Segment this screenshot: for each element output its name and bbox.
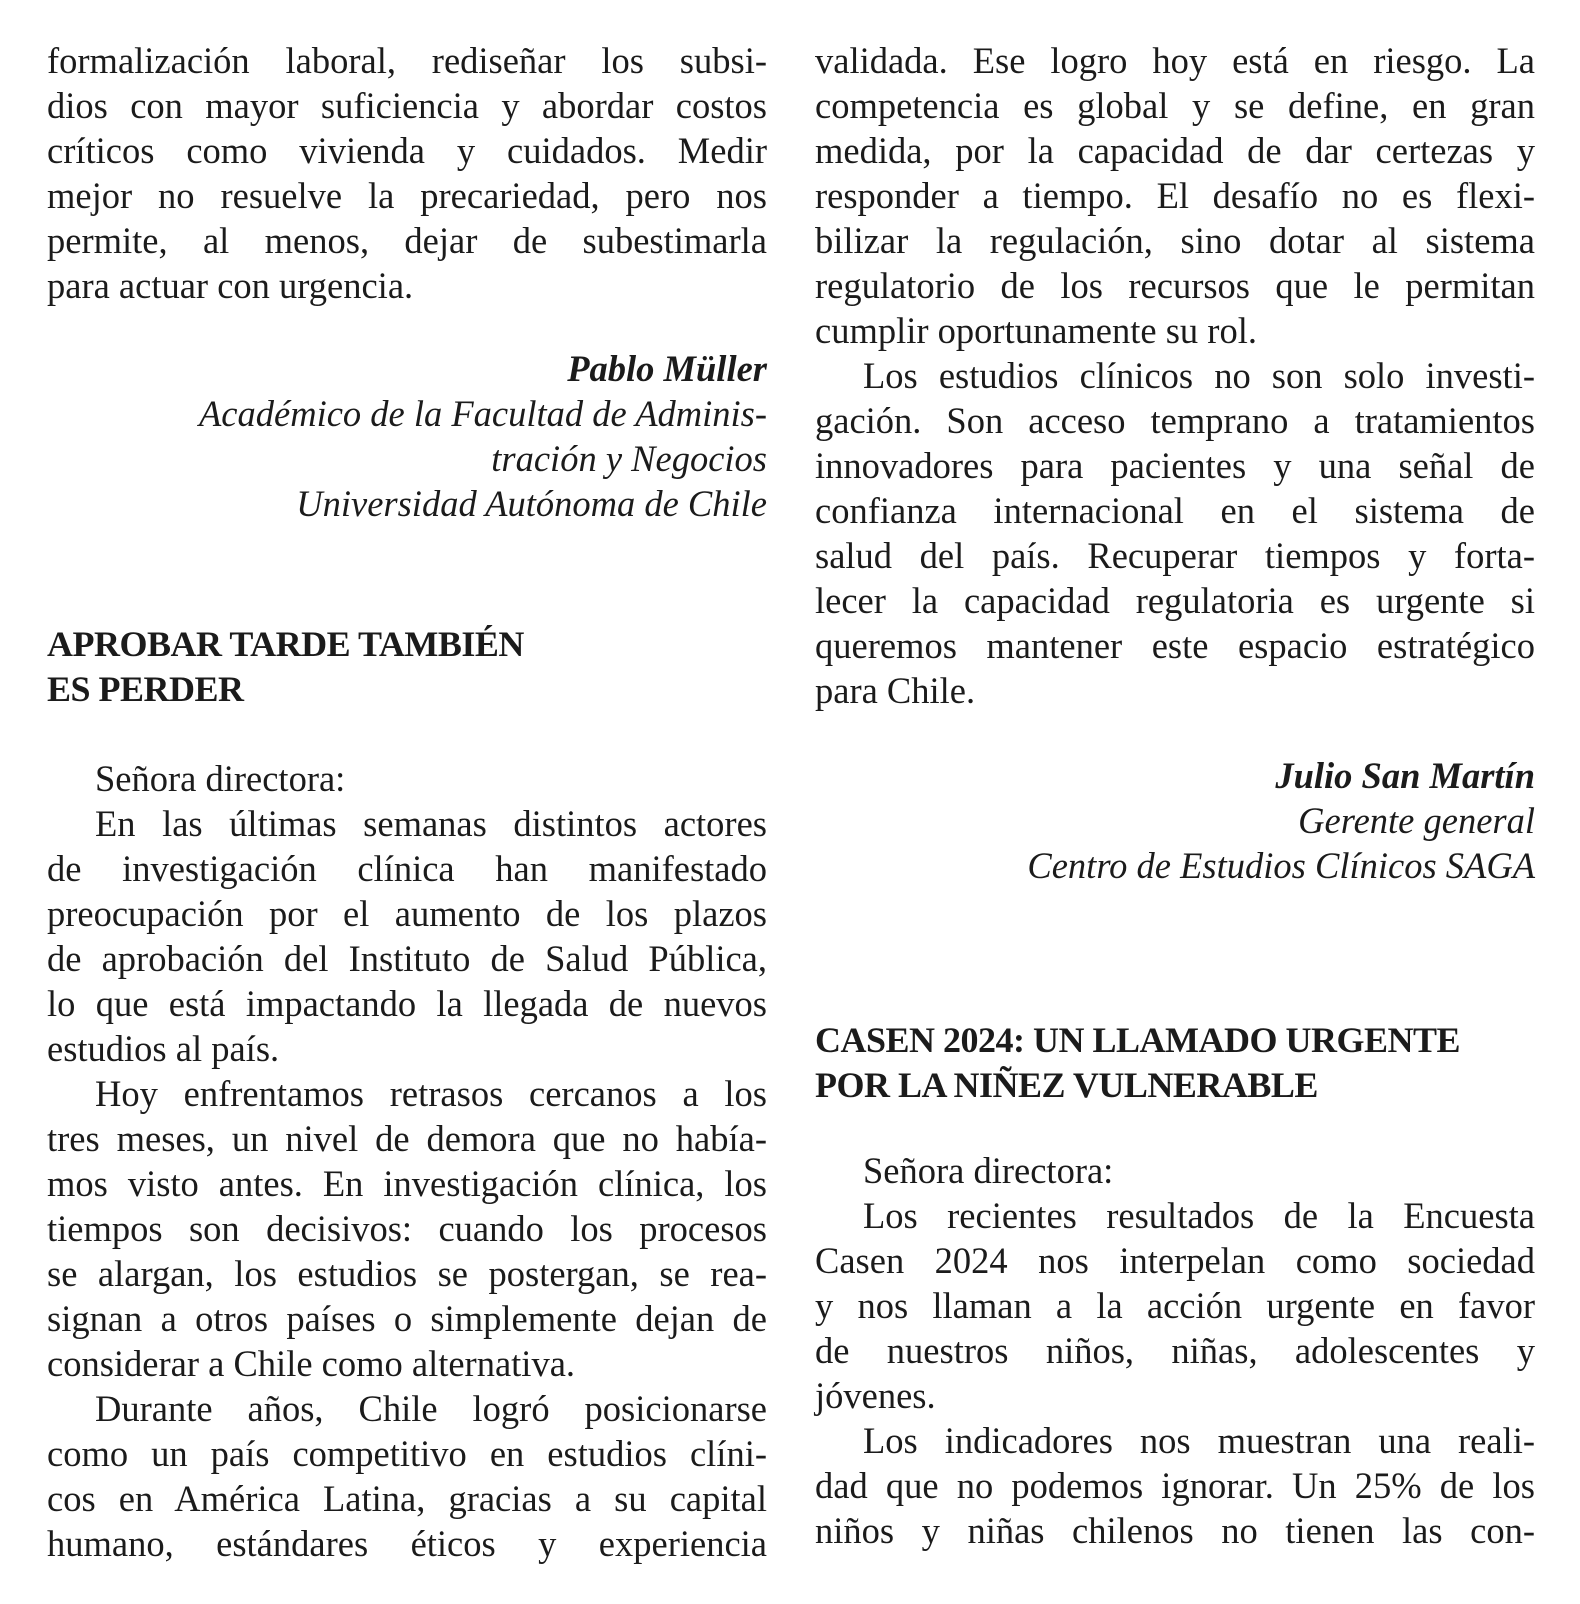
letter-1-ending <box>47 38 767 308</box>
right-column <box>815 38 1535 1553</box>
body-line: dad que no podemos ignorar. Un 25% de los <box>815 1465 1535 1506</box>
body-line: lecer la capacidad regulatoria es urgente si <box>815 580 1535 621</box>
body-line: innovadores para pacientes y una señal de <box>815 445 1535 486</box>
signature-block-2 <box>815 753 1535 888</box>
letter-2-title <box>47 622 767 712</box>
body-line: considerar a Chile como alternativa. <box>47 1343 576 1384</box>
body-line: cos en América Latina, gracias a su capital <box>47 1478 767 1519</box>
author-affiliation: Universidad Autónoma de Chile <box>296 483 767 524</box>
body-line: queremos mantener este espacio estratégico <box>815 625 1535 666</box>
letter-3-body <box>815 1148 1535 1553</box>
letter-2-body <box>47 756 767 1566</box>
headline-line: CASEN 2024: UN LLAMADO URGENTE <box>815 1020 1461 1060</box>
body-line: tiempos son decisivos: cuando los procesos <box>47 1208 767 1249</box>
body-line: En las últimas semanas distintos actores <box>95 803 767 844</box>
body-line: niños y niñas chilenos no tienen las con- <box>815 1510 1535 1551</box>
author-affiliation: Centro de Estudios Clínicos SAGA <box>1027 845 1535 886</box>
letter-3-title <box>815 1018 1535 1108</box>
salutation: Señora directora: <box>863 1150 1114 1191</box>
signature-block-1 <box>47 346 767 526</box>
body-line: críticos como vivienda y cuidados. Medir <box>47 130 767 171</box>
body-line: Casen 2024 nos interpelan como sociedad <box>815 1240 1535 1281</box>
body-line: jóvenes. <box>815 1375 936 1416</box>
body-line: tres meses, un nivel de demora que no había- <box>47 1118 767 1159</box>
body-line: signan a otros países o simplemente dejan de <box>47 1298 767 1339</box>
headline-line: POR LA NIÑEZ VULNERABLE <box>815 1065 1318 1105</box>
body-line: de aprobación del Instituto de Salud Pública, <box>47 938 767 979</box>
body-line: cumplir oportunamente su rol. <box>815 310 1257 351</box>
body-line: Los estudios clínicos no son solo investi- <box>863 355 1535 396</box>
body-line: confianza internacional en el sistema de <box>815 490 1535 531</box>
body-line: de nuestros niños, niñas, adolescentes y <box>815 1330 1535 1371</box>
body-line: Hoy enfrentamos retrasos cercanos a los <box>95 1073 767 1114</box>
author-name: Julio San Martín <box>1275 755 1535 796</box>
author-name: Pablo Müller <box>567 348 767 389</box>
body-line: bilizar la regulación, sino dotar al sistema <box>815 220 1535 261</box>
body-line: competencia es global y se define, en gran <box>815 85 1535 126</box>
body-line: como un país competitivo en estudios clíni- <box>47 1433 767 1474</box>
body-line: responder a tiempo. El desafío no es flexi- <box>815 175 1535 216</box>
body-line: de investigación clínica han manifestado <box>47 848 767 889</box>
body-line: mejor no resuelve la precariedad, pero nos <box>47 175 767 216</box>
body-line: humano, estándares éticos y experiencia <box>47 1523 767 1564</box>
body-line: para actuar con urgencia. <box>47 265 414 306</box>
body-line: se alargan, los estudios se postergan, se rea- <box>47 1253 767 1294</box>
body-line: salud del país. Recuperar tiempos y forta- <box>815 535 1535 576</box>
body-line: regulatorio de los recursos que le permitan <box>815 265 1535 306</box>
headline-line: ES PERDER <box>47 669 244 709</box>
body-line: lo que está impactando la llegada de nuevos <box>47 983 767 1024</box>
author-role: Gerente general <box>1298 800 1535 841</box>
body-line: estudios al país. <box>47 1028 280 1069</box>
body-line: Los recientes resultados de la Encuesta <box>863 1195 1535 1236</box>
body-line: preocupación por el aumento de los plazos <box>47 893 767 934</box>
author-role: tración y Negocios <box>491 438 767 479</box>
body-line: dios con mayor suficiencia y abordar costos <box>47 85 767 126</box>
body-line: validada. Ese logro hoy está en riesgo. La <box>815 40 1535 81</box>
body-line: mos visto antes. En investigación clínica, los <box>47 1163 767 1204</box>
letter-2-continuation <box>815 38 1535 713</box>
body-line: y nos llaman a la acción urgente en favor <box>815 1285 1535 1326</box>
body-line: para Chile. <box>815 670 976 711</box>
left-column <box>47 38 767 1566</box>
body-line: medida, por la capacidad de dar certezas y <box>815 130 1535 171</box>
body-line: gación. Son acceso temprano a tratamientos <box>815 400 1535 441</box>
headline-line: APROBAR TARDE TAMBIÉN <box>47 624 524 664</box>
body-line: permite, al menos, dejar de subestimarla <box>47 220 767 261</box>
body-line: Los indicadores nos muestran una reali- <box>863 1420 1535 1461</box>
body-line: formalización laboral, rediseñar los subsi- <box>47 40 767 81</box>
salutation: Señora directora: <box>95 758 346 799</box>
body-line: Durante años, Chile logró posicionarse <box>95 1388 767 1429</box>
author-role: Académico de la Facultad de Adminis- <box>199 393 767 434</box>
